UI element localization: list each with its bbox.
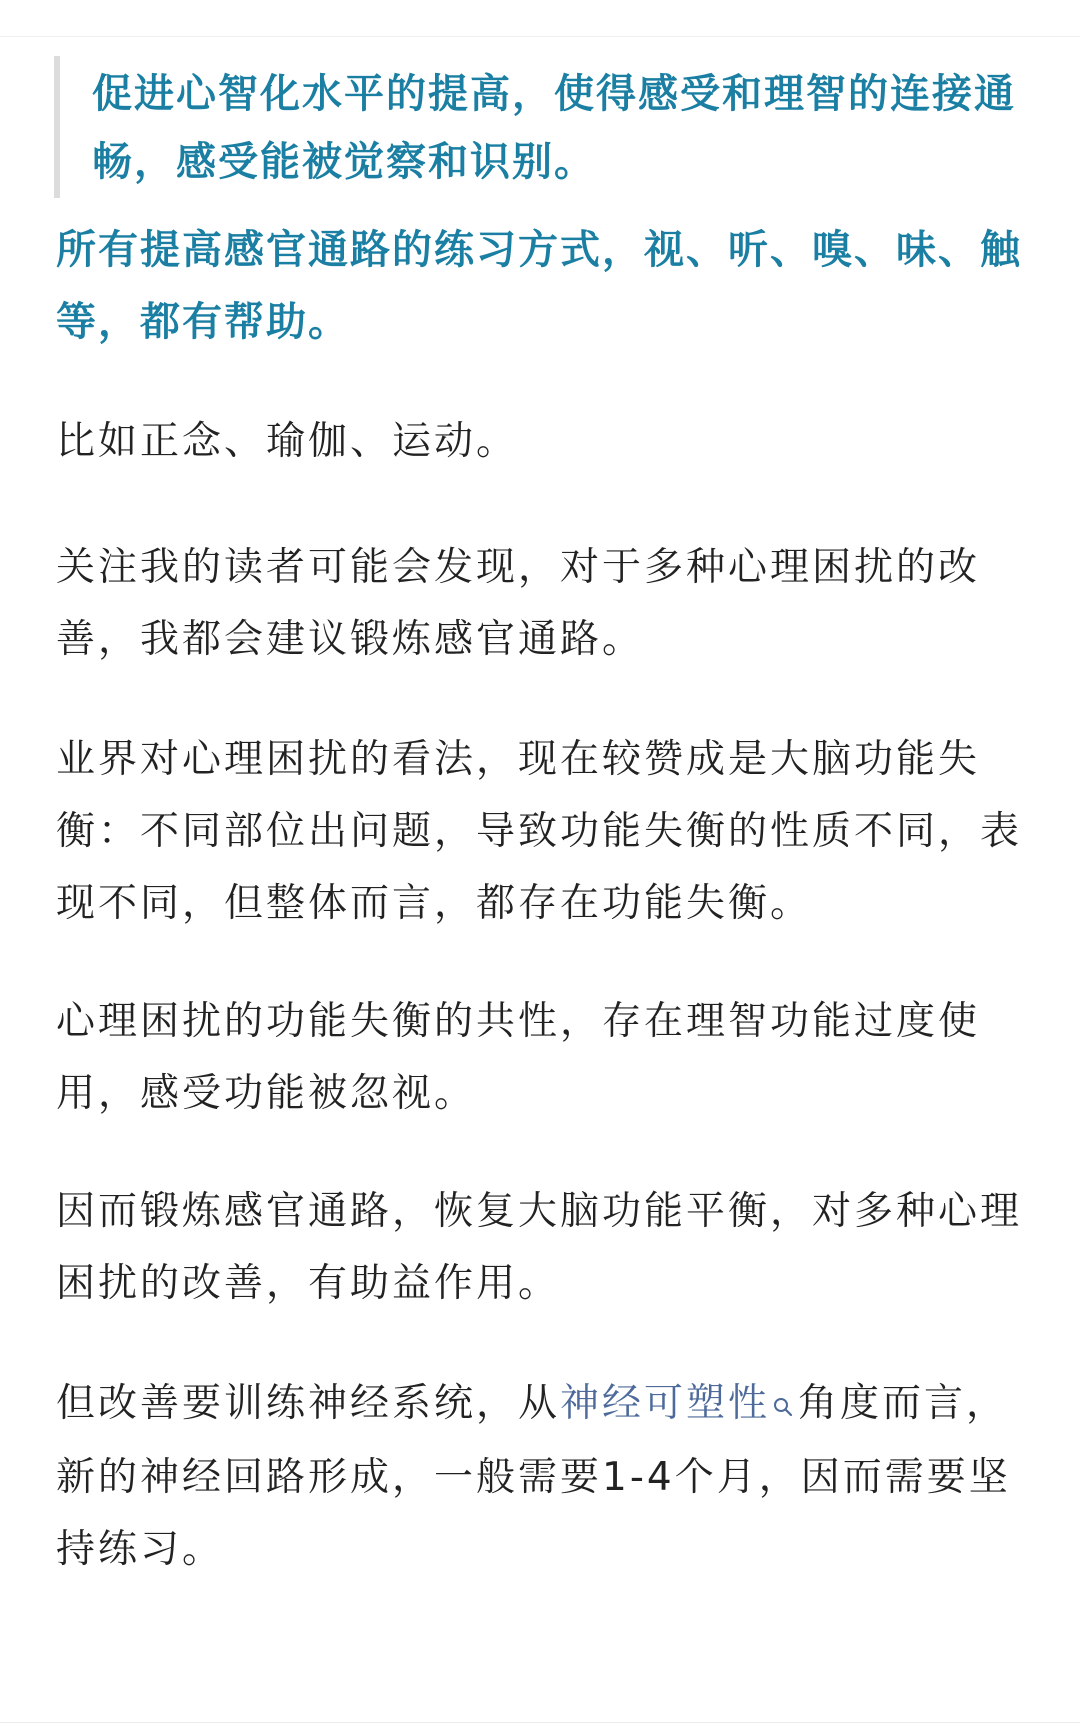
paragraph-neuroplasticity-after: 角度而言，新的神经回路形成，一般需要1-4个月，因而需要坚持练习。 (56, 1381, 1011, 1572)
blockquote (54, 56, 1020, 198)
top-divider (0, 36, 1080, 37)
bottom-divider (0, 1722, 1080, 1723)
highlight-paragraph: 所有提高感官通路的练习方式，视、听、嗅、味、触等，都有帮助。 (56, 227, 1022, 345)
paragraph-commonality: 心理困扰的功能失衡的共性，存在理智功能过度使用，感受功能被忽视。 (56, 999, 981, 1116)
search-icon[interactable] (772, 1370, 794, 1442)
paragraph-readers: 关注我的读者可能会发现，对于多种心理困扰的改善，我都会建议锻炼感官通路。 (56, 545, 981, 662)
paragraph-industry-view: 业界对心理困扰的看法，现在较赞成是大脑功能失衡：不同部位出问题，导致功能失衡的性质不同，表现不同，但整体而言，都存在功能失衡。 (56, 737, 1023, 926)
paragraph-neuroplasticity (56, 1368, 1026, 1586)
paragraph-balance: 因而锻炼感官通路，恢复大脑功能平衡，对多种心理困扰的改善，有助益作用。 (56, 1189, 1023, 1306)
paragraph-examples: 比如正念、瑜伽、运动。 (56, 419, 519, 464)
neuroplasticity-link[interactable]: 神经可塑性 (560, 1381, 771, 1426)
paragraph-neuroplasticity-before: 但改善要训练神经系统，从 (56, 1381, 561, 1426)
quote-text: 促进心智化水平的提高，使得感受和理智的连接通畅，感受能被觉察和识别。 (92, 71, 1016, 185)
